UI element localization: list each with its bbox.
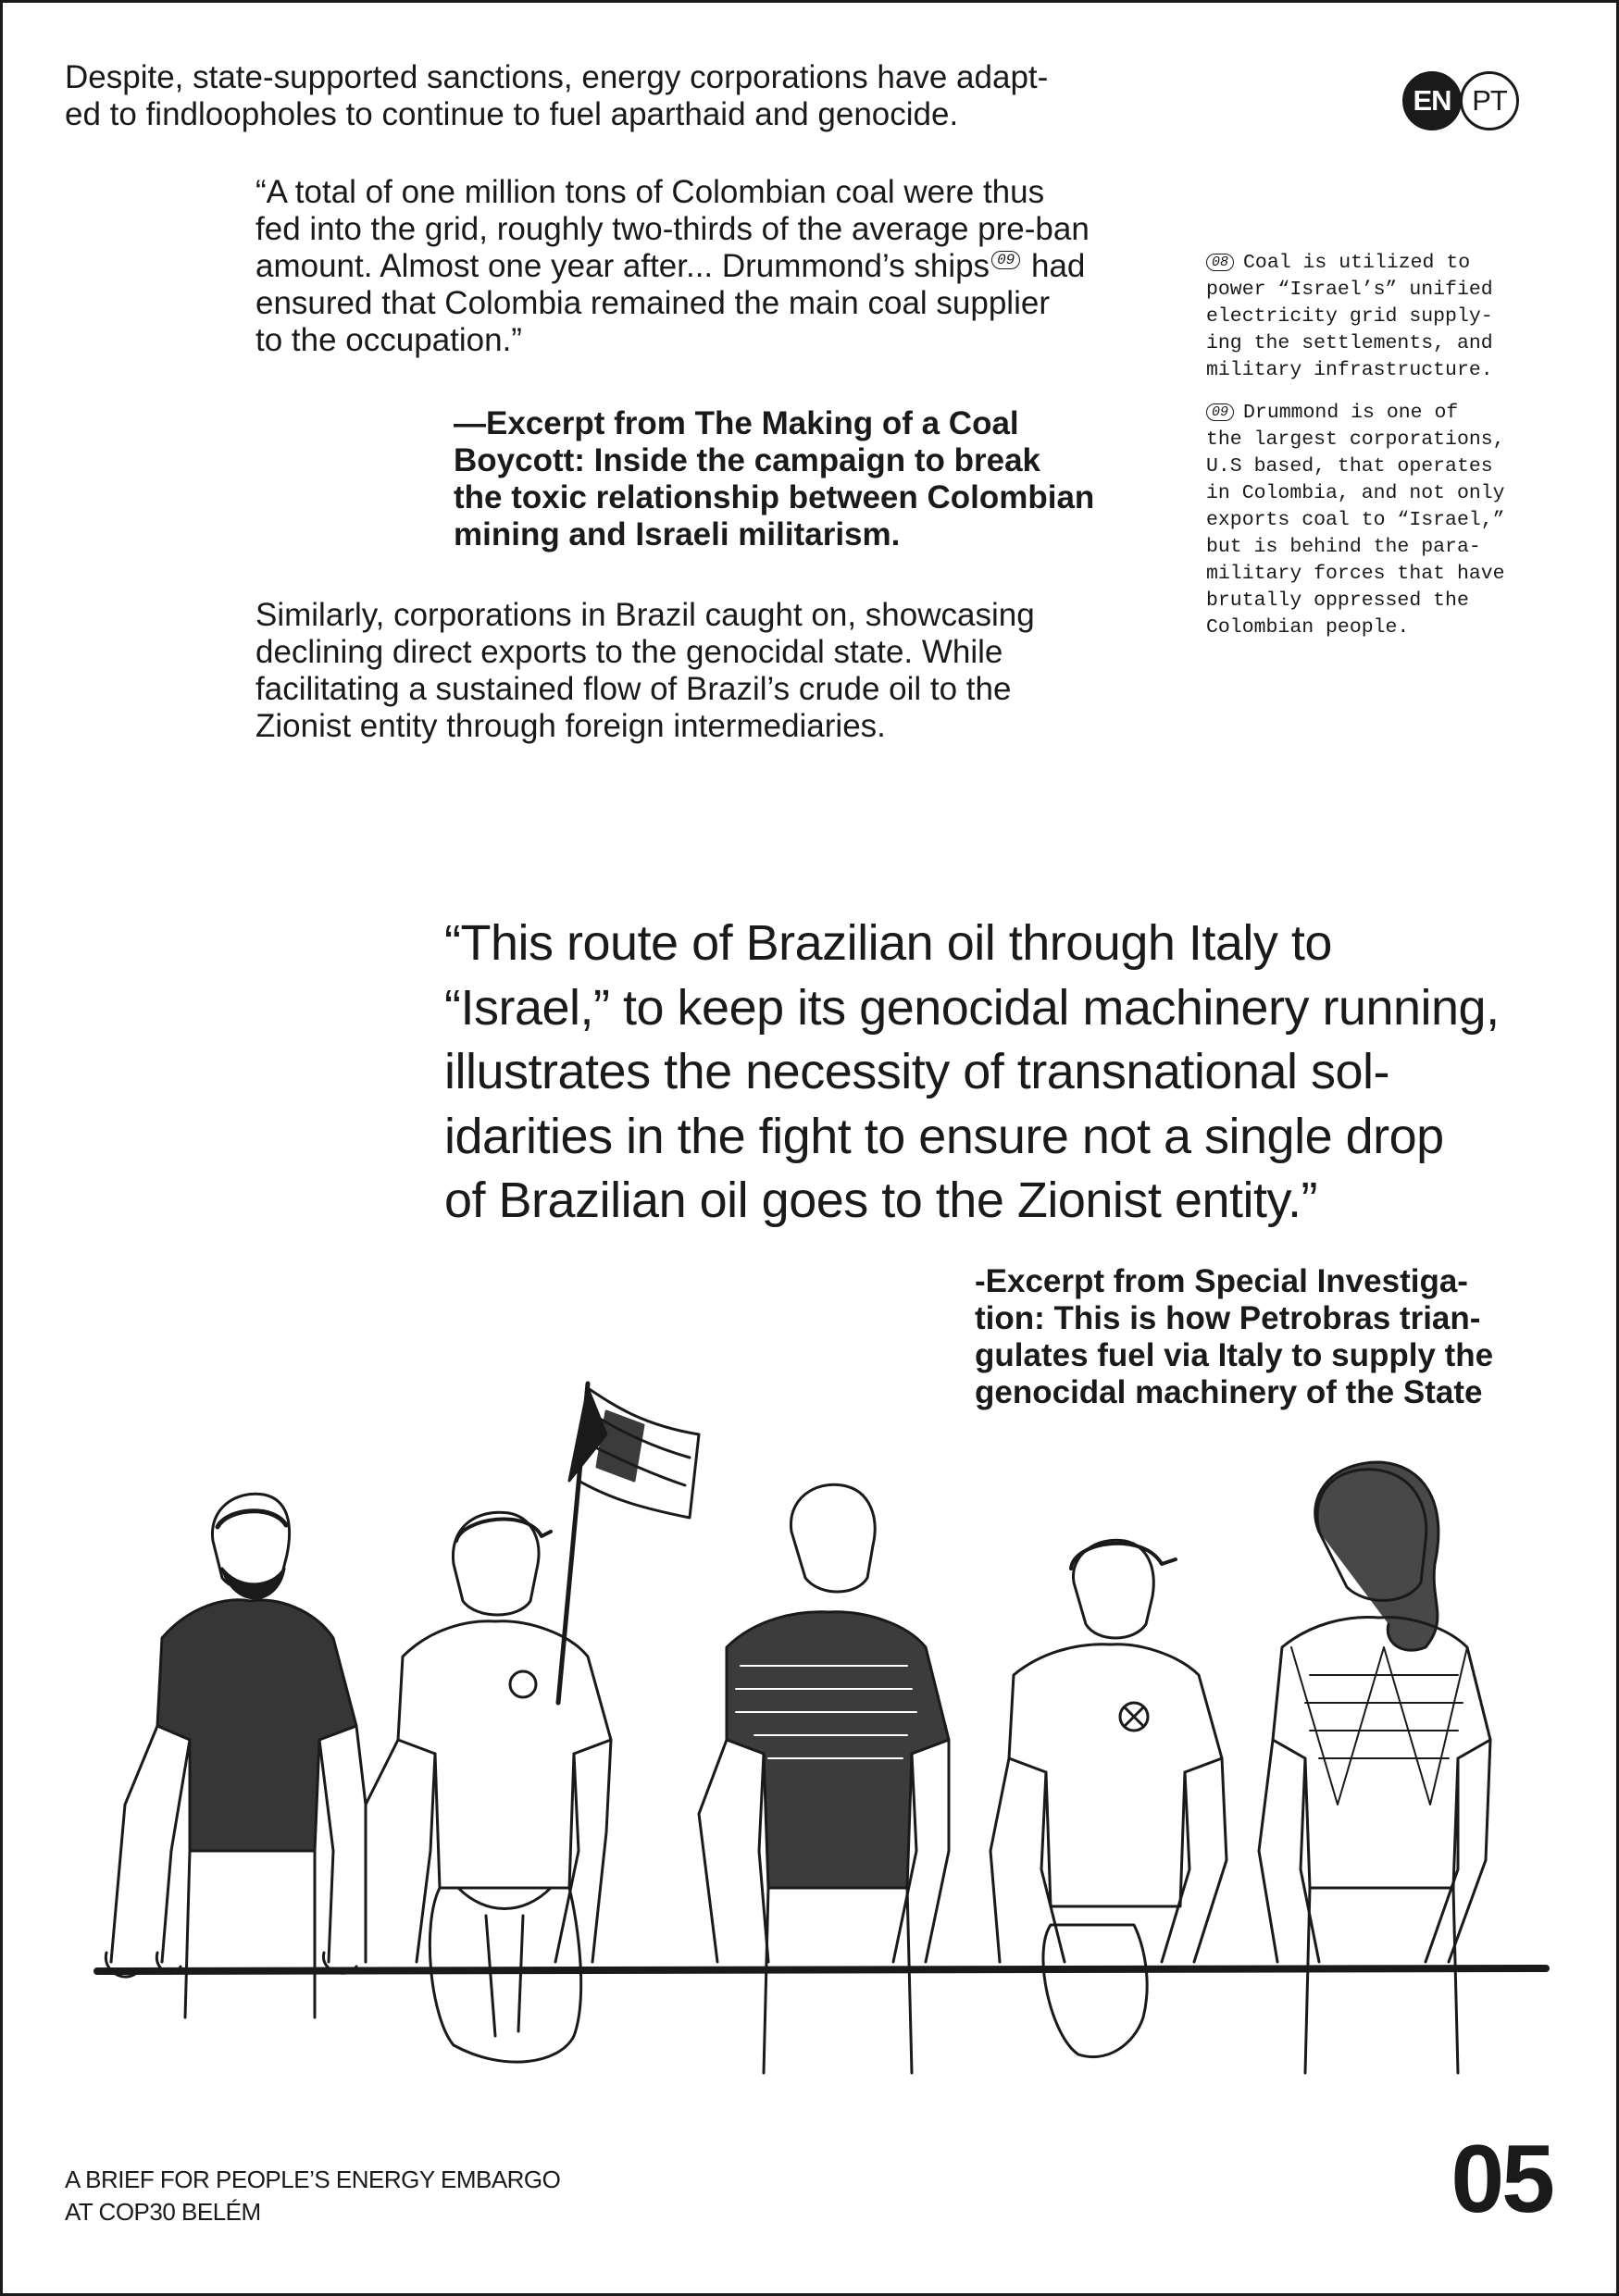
attribution-line: the toxic relationship between Colombian xyxy=(454,479,1095,515)
attribution-line: tion: This is how Petrobras trian- xyxy=(975,1300,1481,1336)
footer-line: AT COP30 BELÉM xyxy=(65,2198,261,2226)
footnote-number: 08 xyxy=(1206,254,1234,271)
language-switch[interactable] xyxy=(1402,71,1519,130)
footnote-text: Drummond is one of the largest corporations, U.S based, that operates in Colombia, and not only exports coal to “Israel,” but is behind the para- military forces that have brutally oppressed the Colombian people. xyxy=(1206,402,1505,639)
quote-line: fed into the grid, roughly two-thirds of the average pre-ban xyxy=(255,211,1090,247)
paragraph-line: Similarly, corporations in Brazil caught on, showcasing xyxy=(255,597,1035,633)
quote-line: amount. Almost one year after... Drummond’s ships xyxy=(255,248,990,284)
footnote-text: Coal is utilized to power “Israel’s” unified electricity grid supply- ing the settlements, and military infrastructure. xyxy=(1206,252,1493,381)
quote-line: ensured that Colombia remained the main coal supplier xyxy=(255,285,1050,321)
pull-quote-line: of Brazilian oil goes to the Zionist entity.” xyxy=(444,1173,1317,1228)
footnote-09 xyxy=(1206,400,1595,641)
attribution-line: -Excerpt from Special Investiga- xyxy=(975,1263,1468,1299)
footnote-08 xyxy=(1206,250,1595,384)
pull-quote-line: “Israel,” to keep its genocidal machinery running, xyxy=(444,979,1500,1036)
footer-brief-title xyxy=(65,2164,805,2228)
footnote-number: 09 xyxy=(1206,403,1234,421)
attribution-line: genocidal machinery of the State xyxy=(975,1374,1483,1410)
lang-pt-button[interactable]: PT xyxy=(1460,71,1519,130)
attribution-line: gulates fuel via Italy to supply the xyxy=(975,1337,1494,1373)
attribution-line: —Excerpt from The Making of a Coal xyxy=(454,405,1019,441)
quote-line: “A total of one million tons of Colombian coal were thus xyxy=(255,174,1045,210)
brazil-paragraph xyxy=(255,597,1181,745)
pull-quote-line: idarities in the fight to ensure not a single drop xyxy=(444,1108,1444,1164)
quote-line-tail: had xyxy=(1031,248,1086,284)
footnotes xyxy=(1206,250,1595,657)
attribution-line: mining and Israeli militarism. xyxy=(454,516,901,552)
paragraph-line: facilitating a sustained flow of Brazil’s crude oil to the xyxy=(255,671,1012,707)
intro-line: Despite, state-supported sanctions, energy corporations have adapt- xyxy=(65,59,1049,95)
lang-en-button[interactable]: EN xyxy=(1402,71,1462,130)
footnote-ref-09[interactable]: 09 xyxy=(991,251,1020,269)
pull-quote-line: illustrates the necessity of transnational sol- xyxy=(444,1044,1390,1099)
petrobras-pull-quote xyxy=(444,912,1601,1234)
intro-line: ed to findloopholes to continue to fuel aparthaid and genocide. xyxy=(65,96,959,132)
attribution-line: Boycott: Inside the campaign to break xyxy=(454,442,1040,478)
paragraph-line: declining direct exports to the genocidal state. While xyxy=(255,634,1003,670)
protesters-illustration xyxy=(88,1370,1551,2110)
quote-line: to the occupation.” xyxy=(255,322,522,358)
intro-paragraph xyxy=(65,59,1176,133)
coal-quote-attribution xyxy=(454,405,1194,553)
footer-line: A BRIEF FOR PEOPLE’S ENERGY EMBARGO xyxy=(65,2166,561,2193)
page-number: 05 xyxy=(1451,2126,1552,2233)
coal-quote xyxy=(255,174,1181,359)
paragraph-line: Zionist entity through foreign intermediaries. xyxy=(255,708,886,744)
pull-quote-line: “This route of Brazilian oil through Italy to xyxy=(444,915,1332,971)
